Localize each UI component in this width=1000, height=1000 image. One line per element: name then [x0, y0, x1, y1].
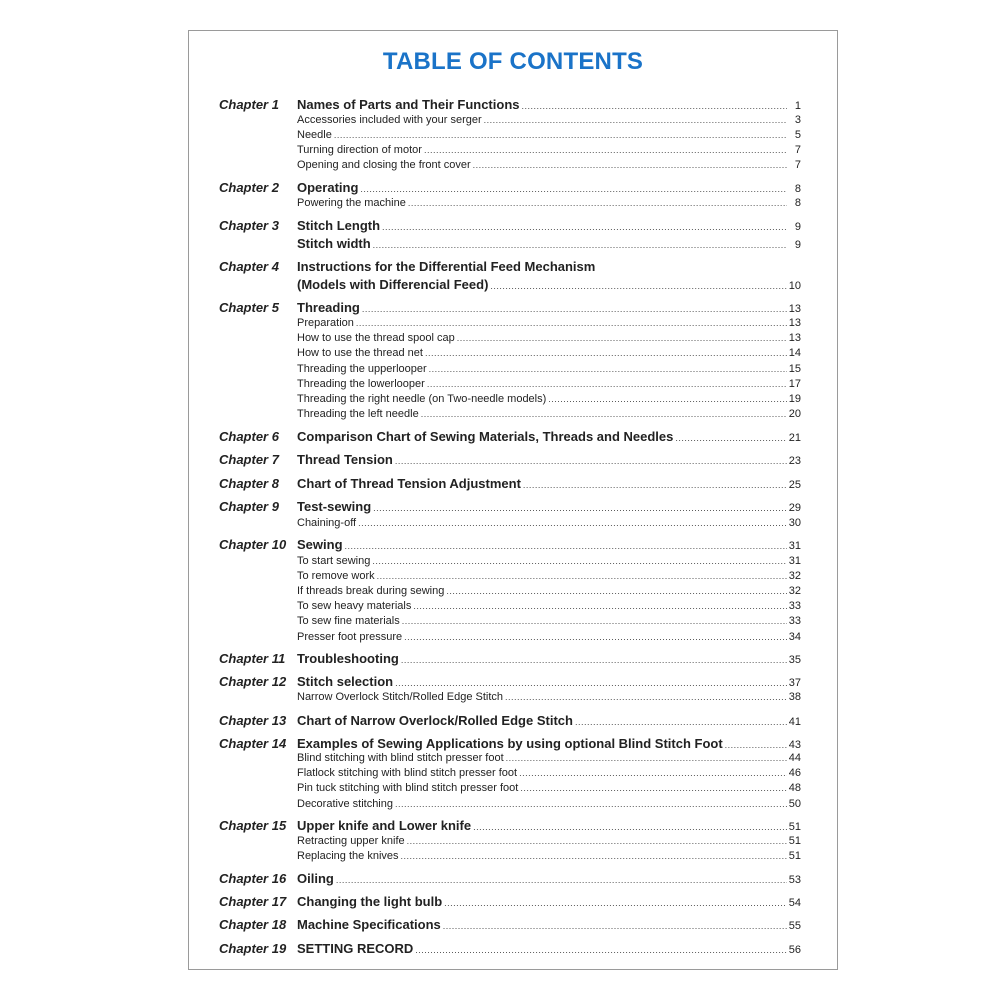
- page-number: 9: [794, 239, 801, 251]
- chapter-label: Chapter 5: [219, 300, 279, 315]
- entry-title: Sewing: [297, 537, 343, 552]
- entry-title: Examples of Sewing Applications by using optional Blind Stitch Foot: [297, 736, 723, 751]
- dot-leader: [675, 433, 786, 443]
- toc-subentry: [297, 570, 801, 582]
- toc-heading: [297, 894, 801, 909]
- dot-leader: [408, 198, 787, 208]
- dot-leader: [575, 717, 787, 727]
- page-number: 29: [788, 502, 801, 514]
- dot-leader: [395, 678, 787, 688]
- toc-subentry: [297, 408, 801, 420]
- dot-leader: [415, 945, 786, 955]
- dot-leader: [505, 692, 787, 702]
- page-number: 50: [788, 798, 801, 810]
- dot-leader: [373, 503, 787, 513]
- entry-title: Threading the lowerlooper: [297, 378, 425, 390]
- page-number: 7: [794, 159, 801, 171]
- entry-title: Accessories included with your serger: [297, 114, 482, 126]
- dot-leader: [407, 836, 787, 846]
- entry-title: If threads break during sewing: [297, 585, 445, 597]
- dot-leader: [362, 304, 787, 314]
- toc-subentry: [297, 317, 801, 329]
- toc-heading: [297, 277, 801, 292]
- toc-heading: [297, 429, 801, 444]
- dot-leader: [427, 379, 787, 389]
- entry-title: Changing the light bulb: [297, 894, 443, 909]
- dot-leader: [519, 768, 787, 778]
- entry-title: Powering the machine: [297, 197, 406, 209]
- entry-title: Chart of Narrow Overlock/Rolled Edge Stitch: [297, 713, 573, 728]
- toc-subentry: [297, 129, 801, 141]
- page-number: 21: [788, 432, 801, 444]
- toc-heading: [297, 537, 801, 552]
- page-number: 44: [788, 752, 801, 764]
- dot-leader: [429, 364, 787, 374]
- dot-leader: [356, 318, 787, 328]
- toc-subentry: [297, 585, 801, 597]
- dot-leader: [443, 921, 787, 931]
- chapter-label: Chapter 18: [219, 917, 287, 932]
- dot-leader: [520, 783, 786, 793]
- page-number: 25: [788, 479, 801, 491]
- entry-title: Names of Parts and Their Functions: [297, 97, 520, 112]
- toc-heading: [297, 236, 801, 251]
- entry-title: Thread Tension: [297, 452, 393, 467]
- toc-subentry: [297, 691, 801, 703]
- page-number: 54: [788, 897, 801, 909]
- chapter-label: Chapter 2: [219, 180, 279, 195]
- toc-heading: [297, 941, 801, 956]
- dot-leader: [490, 281, 786, 291]
- dot-leader: [473, 822, 787, 832]
- chapter-label: Chapter 8: [219, 476, 279, 491]
- entry-title: Machine Specifications: [297, 917, 441, 932]
- page-number: 33: [788, 615, 801, 627]
- entry-title: Narrow Overlock Stitch/Rolled Edge Stitch: [297, 691, 504, 703]
- entry-title: How to use the thread spool cap: [297, 332, 455, 344]
- toc-heading: [297, 452, 801, 467]
- page-number: 51: [788, 821, 801, 833]
- entry-title: Replacing the knives: [297, 850, 399, 862]
- toc-heading: [297, 476, 801, 491]
- dot-leader: [523, 480, 787, 490]
- dot-leader: [345, 541, 787, 551]
- page-number: 56: [788, 944, 801, 956]
- page-number: 1: [794, 100, 801, 112]
- toc-subentry: [297, 332, 801, 344]
- toc-subentry: [297, 393, 801, 405]
- page-number: 14: [788, 347, 801, 359]
- page-number: 34: [788, 631, 801, 643]
- toc-heading: [297, 871, 801, 886]
- entry-title: SETTING RECORD: [297, 941, 414, 956]
- dot-leader: [444, 898, 787, 908]
- dot-leader: [457, 333, 787, 343]
- entry-title: Preparation: [297, 317, 354, 329]
- entry-title: Flatlock stitching with blind stitch presser foot: [297, 767, 518, 779]
- chapter-label: Chapter 3: [219, 218, 279, 233]
- toc-heading: [297, 218, 801, 233]
- toc-heading: [297, 917, 801, 932]
- toc-subentry: [297, 159, 801, 171]
- page-number: 38: [788, 691, 801, 703]
- entry-title: Operating: [297, 180, 359, 195]
- chapter-label: Chapter 10: [219, 537, 287, 552]
- page-number: 10: [788, 280, 801, 292]
- chapter-label: Chapter 19: [219, 941, 287, 956]
- dot-leader: [336, 875, 787, 885]
- page-number: 43: [788, 739, 801, 751]
- toc-heading: [297, 736, 801, 751]
- entry-title: Test-sewing: [297, 499, 372, 514]
- chapter-label: Chapter 6: [219, 429, 279, 444]
- chapter-label: Chapter 16: [219, 871, 287, 886]
- dot-leader: [373, 240, 787, 250]
- page-number: 51: [788, 835, 801, 847]
- page-number: 17: [788, 378, 801, 390]
- page-number: 31: [788, 555, 801, 567]
- page-number: 13: [788, 303, 801, 315]
- page-number: 15: [788, 363, 801, 375]
- toc-subentry: [297, 600, 801, 612]
- entry-title: Threading the left needle: [297, 408, 419, 420]
- dot-leader: [401, 655, 787, 665]
- toc-heading: [297, 713, 801, 728]
- toc-subentry: [297, 615, 801, 627]
- page-number: 55: [788, 920, 801, 932]
- page-number: 13: [788, 332, 801, 344]
- entry-title: Decorative stitching: [297, 798, 393, 810]
- dot-leader: [725, 740, 787, 750]
- page-number: 13: [788, 317, 801, 329]
- dot-leader: [548, 394, 786, 404]
- entry-title: To start sewing: [297, 555, 371, 567]
- chapter-label: Chapter 14: [219, 736, 287, 751]
- toc-subentry: [297, 798, 801, 810]
- dot-leader: [401, 851, 787, 861]
- toc-subentry: [297, 197, 801, 209]
- dot-leader: [473, 160, 787, 170]
- entry-title: To remove work: [297, 570, 375, 582]
- page-title: TABLE OF CONTENTS: [382, 48, 644, 75]
- chapter-label: Chapter 4: [219, 259, 279, 274]
- page-number: 5: [794, 129, 801, 141]
- toc-subentry: [297, 144, 801, 156]
- toc-subentry: [297, 752, 801, 764]
- entry-title: Needle: [297, 129, 332, 141]
- dot-leader: [522, 101, 788, 111]
- dot-leader: [395, 456, 787, 466]
- entry-title: Upper knife and Lower knife: [297, 818, 472, 833]
- toc-subentry: [297, 767, 801, 779]
- entry-title: Troubleshooting: [297, 651, 399, 666]
- dot-leader: [425, 348, 787, 358]
- dot-leader: [402, 616, 787, 626]
- chapter-label: Chapter 11: [219, 651, 286, 666]
- entry-title: (Models with Differencial Feed): [297, 277, 489, 292]
- toc-heading: [297, 300, 801, 315]
- toc-subentry: [297, 850, 801, 862]
- entry-title: Blind stitching with blind stitch presser foot: [297, 752, 504, 764]
- page-number: 37: [788, 677, 801, 689]
- page-number: 31: [788, 540, 801, 552]
- entry-title: Presser foot pressure: [297, 631, 403, 643]
- page-number: 53: [788, 874, 801, 886]
- entry-title: Chaining-off: [297, 517, 357, 529]
- toc-subentry: [297, 517, 801, 529]
- entry-title: Oiling: [297, 871, 334, 886]
- page-number: 30: [788, 517, 801, 529]
- chapter-label: Chapter 17: [219, 894, 287, 909]
- dot-leader: [506, 753, 787, 763]
- toc-subentry: [297, 347, 801, 359]
- chapter-label: Chapter 15: [219, 818, 287, 833]
- page-number: 32: [788, 570, 801, 582]
- entry-title: Stitch selection: [297, 674, 394, 689]
- page-number: 32: [788, 585, 801, 597]
- dot-leader: [424, 145, 787, 155]
- entry-title: Threading: [297, 300, 360, 315]
- page-number: 46: [788, 767, 801, 779]
- page-number: 48: [788, 782, 801, 794]
- page-number: 8: [794, 183, 801, 195]
- dot-leader: [421, 409, 787, 419]
- toc-subentry: [297, 555, 801, 567]
- chapter-label: Chapter 7: [219, 452, 279, 467]
- chapter-label: Chapter 13: [219, 713, 287, 728]
- entry-title: Retracting upper knife: [297, 835, 405, 847]
- toc-heading: [297, 97, 801, 112]
- dot-leader: [377, 571, 787, 581]
- entry-title: Stitch width: [297, 236, 371, 251]
- toc-subentry: [297, 363, 801, 375]
- page-number: 35: [788, 654, 801, 666]
- page-number: 41: [788, 716, 801, 728]
- entry-title: Chart of Thread Tension Adjustment: [297, 476, 521, 491]
- toc-heading: [297, 651, 801, 666]
- entry-title: To sew heavy materials: [297, 600, 412, 612]
- chapter-label: Chapter 1: [219, 97, 279, 112]
- page-number: 20: [788, 408, 801, 420]
- dot-leader: [372, 556, 786, 566]
- dot-leader: [413, 601, 786, 611]
- chapter-label: Chapter 9: [219, 499, 279, 514]
- dot-leader: [382, 222, 787, 232]
- toc-heading: [297, 259, 801, 274]
- entry-title: How to use the thread net: [297, 347, 423, 359]
- toc-subentry: [297, 378, 801, 390]
- toc-heading: [297, 499, 801, 514]
- page-number: 8: [794, 197, 801, 209]
- page-number: 3: [794, 114, 801, 126]
- chapter-label: Chapter 12: [219, 674, 287, 689]
- entry-title: Opening and closing the front cover: [297, 159, 471, 171]
- entry-title: Threading the upperlooper: [297, 363, 427, 375]
- toc-heading: [297, 818, 801, 833]
- dot-leader: [334, 130, 787, 140]
- page-number: 33: [788, 600, 801, 612]
- toc-subentry: [297, 782, 801, 794]
- page-number: 7: [794, 144, 801, 156]
- dot-leader: [358, 518, 787, 528]
- entry-title: Comparison Chart of Sewing Materials, Threads and Needles: [297, 429, 674, 444]
- entry-title: Threading the right needle (on Two-needle models): [297, 393, 547, 405]
- page-number: 23: [788, 455, 801, 467]
- toc-subentry: [297, 835, 801, 847]
- toc-heading: [297, 180, 801, 195]
- entry-title: Instructions for the Differential Feed Mechanism: [297, 259, 596, 274]
- document-page: [188, 30, 838, 970]
- dot-leader: [404, 632, 787, 642]
- toc-heading: [297, 674, 801, 689]
- toc-subentry: [297, 114, 801, 126]
- page-number: 51: [788, 850, 801, 862]
- page-number: 9: [794, 221, 801, 233]
- dot-leader: [360, 184, 787, 194]
- entry-title: Pin tuck stitching with blind stitch presser foot: [297, 782, 519, 794]
- toc-subentry: [297, 631, 801, 643]
- dot-leader: [484, 115, 787, 125]
- page-number: 19: [788, 393, 801, 405]
- dot-leader: [395, 799, 787, 809]
- entry-title: To sew fine materials: [297, 615, 400, 627]
- entry-title: Stitch Length: [297, 218, 381, 233]
- entry-title: Turning direction of motor: [297, 144, 422, 156]
- dot-leader: [446, 586, 786, 596]
